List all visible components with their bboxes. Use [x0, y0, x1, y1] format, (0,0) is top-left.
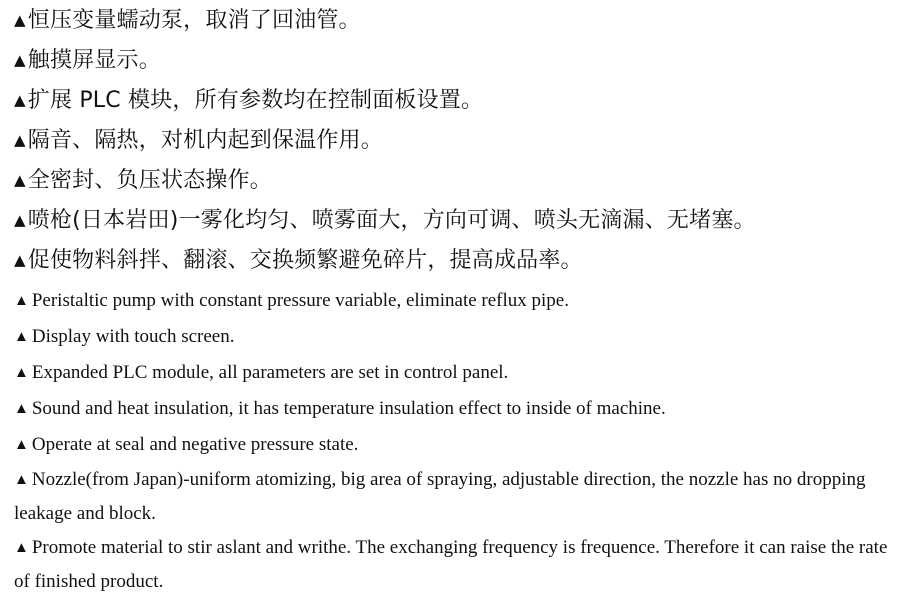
- feature-item-zh: [14, 200, 890, 240]
- feature-item-zh: [14, 240, 890, 280]
- feature-text-zh: 扩展 PLC 模块，所有参数均在控制面板设置。: [27, 88, 484, 113]
- feature-list-chinese: [14, 0, 890, 280]
- triangle-bullet-icon: ▲: [14, 171, 26, 189]
- feature-text-zh: 触摸屏显示。: [27, 48, 161, 73]
- feature-item-en: [14, 355, 890, 391]
- triangle-bullet-icon: ▲: [14, 11, 26, 29]
- feature-item-zh: [14, 40, 890, 80]
- feature-text-zh: 恒压变量蠕动泵，取消了回油管。: [27, 8, 361, 33]
- triangle-bullet-icon: ▲: [14, 293, 29, 309]
- feature-text-en: Nozzle(from Japan)-uniform atomizing, big area of spraying, adjustable direction, the nozzle has no dropping leakage and block.: [14, 469, 866, 524]
- feature-text-en: Display with touch screen.: [31, 326, 235, 347]
- triangle-bullet-icon: ▲: [14, 251, 26, 269]
- feature-text-en: Peristaltic pump with constant pressure variable, eliminate reflux pipe.: [31, 290, 569, 311]
- feature-text-zh: 隔音、隔热，对机内起到保温作用。: [27, 128, 383, 153]
- triangle-bullet-icon: ▲: [14, 472, 29, 488]
- feature-item-en: [14, 531, 890, 599]
- feature-item-en: [14, 319, 890, 355]
- triangle-bullet-icon: ▲: [14, 51, 26, 69]
- feature-item-zh: [14, 80, 890, 120]
- triangle-bullet-icon: ▲: [14, 540, 29, 556]
- feature-text-en: Expanded PLC module, all parameters are set in control panel.: [31, 362, 509, 383]
- triangle-bullet-icon: ▲: [14, 91, 26, 109]
- feature-item-en: [14, 391, 890, 427]
- triangle-bullet-icon: ▲: [14, 131, 26, 149]
- triangle-bullet-icon: ▲: [14, 401, 29, 417]
- feature-item-zh: [14, 160, 890, 200]
- feature-text-zh: 喷枪(日本岩田)一雾化均匀、喷雾面大，方向可调、喷头无滴漏、无堵塞。: [27, 208, 756, 233]
- feature-list-english: [14, 283, 890, 599]
- feature-item-zh: [14, 0, 890, 40]
- triangle-bullet-icon: ▲: [14, 365, 29, 381]
- feature-text-en: Operate at seal and negative pressure state.: [31, 434, 359, 455]
- triangle-bullet-icon: ▲: [14, 329, 29, 345]
- feature-text-zh: 促使物料斜拌、翻滚、交换频繁避免碎片，提高成品率。: [27, 248, 583, 273]
- feature-text-zh: 全密封、负压状态操作。: [27, 168, 272, 193]
- feature-item-en: [14, 427, 890, 463]
- feature-item-en: [14, 463, 890, 531]
- feature-document: [14, 0, 890, 599]
- feature-item-zh: [14, 120, 890, 160]
- feature-text-en: Sound and heat insulation, it has temperature insulation effect to inside of machine.: [31, 398, 666, 419]
- feature-text-en: Promote material to stir aslant and writhe. The exchanging frequency is frequence. Therefore it can raise the rate of finished product.: [14, 537, 888, 592]
- triangle-bullet-icon: ▲: [14, 211, 26, 229]
- feature-item-en: [14, 283, 890, 319]
- triangle-bullet-icon: ▲: [14, 437, 29, 453]
